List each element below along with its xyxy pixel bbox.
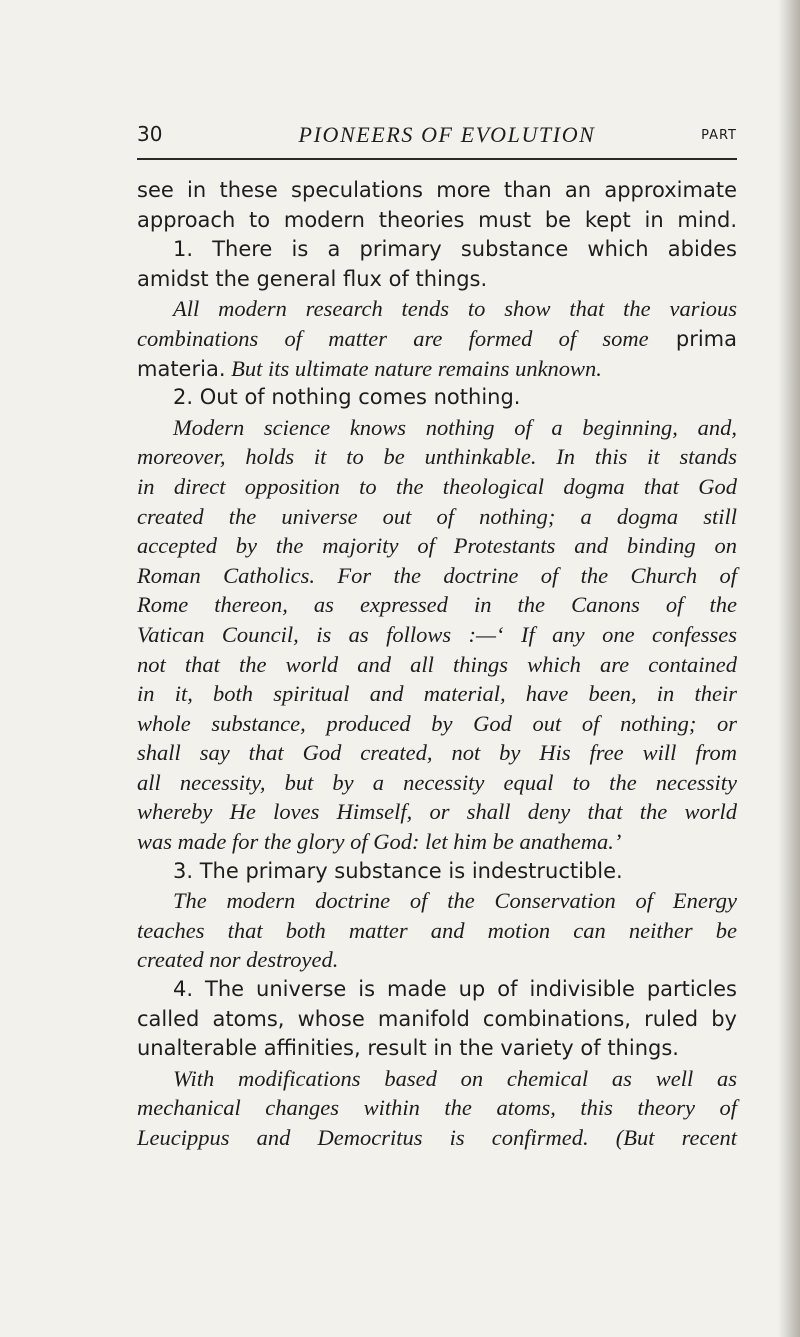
page-number: 30 xyxy=(137,122,163,146)
text-line: 2. Out of nothing comes nothing. xyxy=(173,385,521,410)
header-rule xyxy=(137,158,737,160)
text-line: shall say that God created, not by His free will from xyxy=(137,740,737,766)
text-span: combinations of matter are formed of some xyxy=(137,325,649,351)
part-label: PART xyxy=(701,128,737,143)
text-line: 3. The primary substance is indestructible. xyxy=(173,858,623,883)
text-line: Rome thereon, as expressed in the Canons of the xyxy=(137,592,737,618)
text-span: materia. xyxy=(137,356,226,381)
text-line: in it, both spiritual and material, have been, in their xyxy=(137,681,737,707)
text-line xyxy=(137,354,737,384)
page-edge-shadow xyxy=(778,0,800,1337)
text-line: accepted by the majority of Protestants and binding on xyxy=(137,533,737,559)
text-line: 4. The universe is made up of indivisible particles xyxy=(173,977,737,1002)
running-title: PIONEERS OF EVOLUTION xyxy=(298,122,596,147)
text-line: called atoms, whose manifold combinations, ruled by xyxy=(137,1006,737,1031)
text-line: was made for the glory of God: let him be anathema.’ xyxy=(137,829,622,855)
text-line: With modifications based on chemical as well as xyxy=(173,1065,737,1091)
text-line: created the universe out of nothing; a dogma still xyxy=(137,503,737,529)
text-line: The modern doctrine of the Conservation of Energy xyxy=(173,888,737,914)
text-line: created nor destroyed. xyxy=(137,947,339,973)
text-line: amidst the general flux of things. xyxy=(137,266,488,291)
text-line: approach to modern theories must be kept in mind. xyxy=(137,207,737,232)
text-line: 1. There is a primary substance which abides xyxy=(173,237,737,262)
text-span: But its ultimate nature remains unknown. xyxy=(225,355,602,381)
text-line: whole substance, produced by God out of nothing; or xyxy=(137,710,737,736)
text-line: teaches that both matter and motion can neither be xyxy=(137,917,737,943)
text-line: All modern research tends to show that the various xyxy=(173,296,737,322)
text-line: moreover, holds it to be unthinkable. In this it stands xyxy=(137,444,737,470)
text-line: in direct opposition to the theological dogma that God xyxy=(137,473,737,499)
text-line: Roman Catholics. For the doctrine of the Church of xyxy=(137,562,737,588)
page-header xyxy=(137,120,737,152)
text-line: Modern science knows nothing of a beginning, and, xyxy=(173,414,737,440)
text-span: prima xyxy=(648,326,737,351)
text-line: unalterable affinities, result in the variety of things. xyxy=(137,1036,679,1061)
text-line: all necessity, but by a necessity equal to the necessity xyxy=(137,769,737,795)
text-line: Leucippus and Democritus is confirmed. (But recent xyxy=(137,1125,737,1150)
text-line: Vatican Council, is as follows :—‘ If any one confesses xyxy=(137,621,737,647)
text-line: whereby He loves Himself, or shall deny that the world xyxy=(137,799,737,825)
text-line: see in these speculations more than an approximate xyxy=(137,178,737,202)
text-line xyxy=(137,324,737,354)
text-line: mechanical changes within the atoms, this theory of xyxy=(137,1095,737,1121)
body-text xyxy=(137,176,737,1153)
text-line: not that the world and all things which are contained xyxy=(137,651,737,677)
